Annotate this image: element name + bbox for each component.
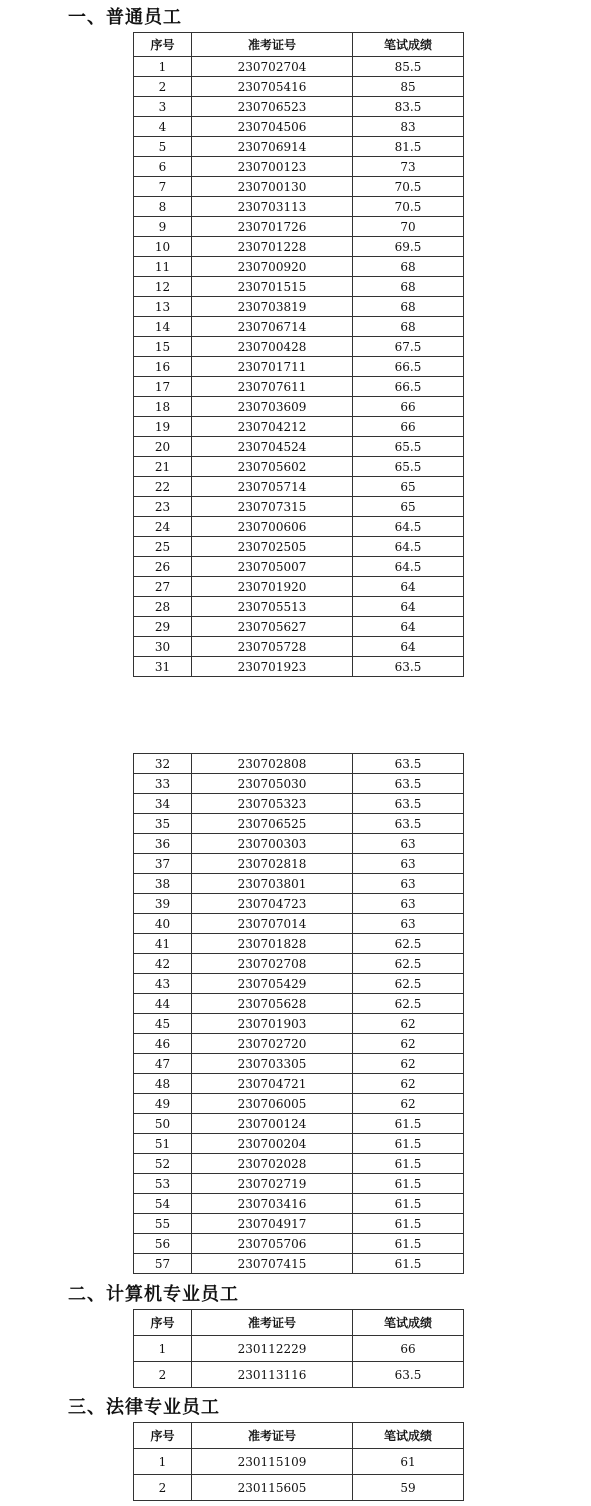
cell-exam-id: 230705706 xyxy=(192,1234,353,1254)
cell-score: 65.5 xyxy=(353,437,464,457)
score-table-law xyxy=(133,1422,464,1501)
cell-no: 49 xyxy=(134,1094,192,1114)
table-row xyxy=(134,257,464,277)
table-row xyxy=(134,994,464,1014)
cell-score: 81.5 xyxy=(353,137,464,157)
cell-no: 39 xyxy=(134,894,192,914)
cell-exam-id: 230700123 xyxy=(192,157,353,177)
cell-exam-id: 230706714 xyxy=(192,317,353,337)
table-row xyxy=(134,814,464,834)
table-row xyxy=(134,1449,464,1475)
cell-exam-id: 230703305 xyxy=(192,1054,353,1074)
table-row xyxy=(134,1362,464,1388)
cell-no: 53 xyxy=(134,1174,192,1194)
table-row xyxy=(134,637,464,657)
cell-exam-id: 230113116 xyxy=(192,1362,353,1388)
cell-score: 64 xyxy=(353,617,464,637)
cell-no: 2 xyxy=(134,77,192,97)
header-exam-id: 准考证号 xyxy=(192,1423,353,1449)
cell-score: 66 xyxy=(353,417,464,437)
cell-score: 64.5 xyxy=(353,557,464,577)
cell-exam-id: 230700920 xyxy=(192,257,353,277)
table-row xyxy=(134,1074,464,1094)
cell-no: 14 xyxy=(134,317,192,337)
table-row xyxy=(134,297,464,317)
cell-exam-id: 230700204 xyxy=(192,1134,353,1154)
table-row xyxy=(134,117,464,137)
cell-score: 63.5 xyxy=(353,754,464,774)
cell-score: 64 xyxy=(353,637,464,657)
cell-no: 1 xyxy=(134,57,192,77)
cell-exam-id: 230707315 xyxy=(192,497,353,517)
score-table-computer xyxy=(133,1309,464,1388)
table-row xyxy=(134,317,464,337)
table-row xyxy=(134,437,464,457)
cell-score: 62 xyxy=(353,1054,464,1074)
cell-no: 33 xyxy=(134,774,192,794)
table-row xyxy=(134,177,464,197)
cell-no: 20 xyxy=(134,437,192,457)
header-no: 序号 xyxy=(134,1423,192,1449)
cell-no: 42 xyxy=(134,954,192,974)
cell-exam-id: 230115109 xyxy=(192,1449,353,1475)
header-exam-id: 准考证号 xyxy=(192,1310,353,1336)
cell-exam-id: 230704524 xyxy=(192,437,353,457)
cell-exam-id: 230702719 xyxy=(192,1174,353,1194)
cell-score: 61.5 xyxy=(353,1194,464,1214)
table-row xyxy=(134,57,464,77)
cell-no: 2 xyxy=(134,1475,192,1501)
cell-exam-id: 230702818 xyxy=(192,854,353,874)
cell-no: 8 xyxy=(134,197,192,217)
header-score: 笔试成绩 xyxy=(353,1423,464,1449)
table-row xyxy=(134,954,464,974)
table-row xyxy=(134,794,464,814)
cell-no: 34 xyxy=(134,794,192,814)
cell-score: 65 xyxy=(353,477,464,497)
table-row xyxy=(134,1234,464,1254)
table-row xyxy=(134,517,464,537)
cell-exam-id: 230702720 xyxy=(192,1034,353,1054)
table-row xyxy=(134,457,464,477)
table-row xyxy=(134,914,464,934)
cell-exam-id: 230704917 xyxy=(192,1214,353,1234)
cell-score: 66.5 xyxy=(353,357,464,377)
cell-score: 66.5 xyxy=(353,377,464,397)
cell-score: 61.5 xyxy=(353,1254,464,1274)
cell-score: 63.5 xyxy=(353,774,464,794)
cell-no: 27 xyxy=(134,577,192,597)
score-table-general-part2 xyxy=(133,753,464,1274)
cell-score: 63 xyxy=(353,914,464,934)
cell-score: 63.5 xyxy=(353,794,464,814)
cell-no: 24 xyxy=(134,517,192,537)
cell-exam-id: 230702704 xyxy=(192,57,353,77)
table-row xyxy=(134,557,464,577)
cell-no: 40 xyxy=(134,914,192,934)
cell-no: 48 xyxy=(134,1074,192,1094)
cell-no: 52 xyxy=(134,1154,192,1174)
table-row xyxy=(134,774,464,794)
cell-no: 36 xyxy=(134,834,192,854)
cell-no: 17 xyxy=(134,377,192,397)
cell-exam-id: 230704721 xyxy=(192,1074,353,1094)
cell-no: 13 xyxy=(134,297,192,317)
cell-score: 69.5 xyxy=(353,237,464,257)
table-row xyxy=(134,1336,464,1362)
table-header-row xyxy=(134,33,464,57)
cell-exam-id: 230700303 xyxy=(192,834,353,854)
cell-exam-id: 230704212 xyxy=(192,417,353,437)
cell-score: 63.5 xyxy=(353,657,464,677)
cell-no: 50 xyxy=(134,1114,192,1134)
cell-score: 73 xyxy=(353,157,464,177)
header-score: 笔试成绩 xyxy=(353,1310,464,1336)
cell-no: 11 xyxy=(134,257,192,277)
table-row xyxy=(134,1254,464,1274)
table-row xyxy=(134,1054,464,1074)
cell-exam-id: 230701711 xyxy=(192,357,353,377)
cell-no: 44 xyxy=(134,994,192,1014)
cell-exam-id: 230702028 xyxy=(192,1154,353,1174)
cell-score: 83 xyxy=(353,117,464,137)
cell-exam-id: 230705416 xyxy=(192,77,353,97)
cell-score: 66 xyxy=(353,1336,464,1362)
cell-exam-id: 230701923 xyxy=(192,657,353,677)
cell-exam-id: 230115605 xyxy=(192,1475,353,1501)
cell-no: 18 xyxy=(134,397,192,417)
cell-score: 70.5 xyxy=(353,197,464,217)
cell-exam-id: 230704506 xyxy=(192,117,353,137)
cell-exam-id: 230703609 xyxy=(192,397,353,417)
cell-exam-id: 230706523 xyxy=(192,97,353,117)
header-no: 序号 xyxy=(134,33,192,57)
cell-no: 47 xyxy=(134,1054,192,1074)
cell-no: 56 xyxy=(134,1234,192,1254)
cell-exam-id: 230705030 xyxy=(192,774,353,794)
cell-exam-id: 230705007 xyxy=(192,557,353,577)
cell-no: 12 xyxy=(134,277,192,297)
cell-score: 63 xyxy=(353,854,464,874)
cell-score: 61.5 xyxy=(353,1134,464,1154)
section-title-law-staff: 三、法律专业员工 xyxy=(68,1397,220,1418)
table-header-row xyxy=(134,1423,464,1449)
cell-no: 37 xyxy=(134,854,192,874)
table-row xyxy=(134,77,464,97)
cell-exam-id: 230703416 xyxy=(192,1194,353,1214)
cell-score: 61.5 xyxy=(353,1154,464,1174)
cell-no: 23 xyxy=(134,497,192,517)
table-row xyxy=(134,577,464,597)
cell-exam-id: 230703801 xyxy=(192,874,353,894)
table-row xyxy=(134,834,464,854)
cell-no: 45 xyxy=(134,1014,192,1034)
table-row xyxy=(134,217,464,237)
cell-exam-id: 230707415 xyxy=(192,1254,353,1274)
cell-no: 30 xyxy=(134,637,192,657)
cell-no: 15 xyxy=(134,337,192,357)
table-row xyxy=(134,237,464,257)
cell-score: 59 xyxy=(353,1475,464,1501)
cell-score: 85 xyxy=(353,77,464,97)
cell-exam-id: 230706005 xyxy=(192,1094,353,1114)
cell-no: 26 xyxy=(134,557,192,577)
cell-score: 64 xyxy=(353,597,464,617)
cell-exam-id: 230703113 xyxy=(192,197,353,217)
cell-exam-id: 230706525 xyxy=(192,814,353,834)
cell-exam-id: 230705728 xyxy=(192,637,353,657)
table-row xyxy=(134,397,464,417)
cell-no: 9 xyxy=(134,217,192,237)
cell-no: 43 xyxy=(134,974,192,994)
cell-exam-id: 230702505 xyxy=(192,537,353,557)
table-row xyxy=(134,1174,464,1194)
cell-no: 55 xyxy=(134,1214,192,1234)
cell-exam-id: 230707014 xyxy=(192,914,353,934)
table-row xyxy=(134,754,464,774)
cell-no: 46 xyxy=(134,1034,192,1054)
table-row xyxy=(134,157,464,177)
table-row xyxy=(134,1214,464,1234)
table-row xyxy=(134,1094,464,1114)
table-row xyxy=(134,1034,464,1054)
table-row xyxy=(134,597,464,617)
cell-no: 2 xyxy=(134,1362,192,1388)
header-no: 序号 xyxy=(134,1310,192,1336)
cell-score: 64.5 xyxy=(353,517,464,537)
cell-exam-id: 230700124 xyxy=(192,1114,353,1134)
table-row xyxy=(134,277,464,297)
cell-exam-id: 230705602 xyxy=(192,457,353,477)
cell-no: 5 xyxy=(134,137,192,157)
cell-no: 22 xyxy=(134,477,192,497)
cell-score: 62.5 xyxy=(353,974,464,994)
cell-no: 31 xyxy=(134,657,192,677)
cell-no: 41 xyxy=(134,934,192,954)
cell-exam-id: 230701903 xyxy=(192,1014,353,1034)
cell-exam-id: 230704723 xyxy=(192,894,353,914)
cell-no: 1 xyxy=(134,1336,192,1362)
cell-score: 61.5 xyxy=(353,1234,464,1254)
cell-no: 57 xyxy=(134,1254,192,1274)
table-row xyxy=(134,974,464,994)
cell-score: 61.5 xyxy=(353,1214,464,1234)
cell-no: 7 xyxy=(134,177,192,197)
cell-score: 61.5 xyxy=(353,1174,464,1194)
table-row xyxy=(134,1014,464,1034)
header-exam-id: 准考证号 xyxy=(192,33,353,57)
cell-exam-id: 230705627 xyxy=(192,617,353,637)
cell-no: 10 xyxy=(134,237,192,257)
table-row xyxy=(134,497,464,517)
cell-no: 4 xyxy=(134,117,192,137)
cell-score: 68 xyxy=(353,317,464,337)
cell-score: 85.5 xyxy=(353,57,464,77)
cell-exam-id: 230701228 xyxy=(192,237,353,257)
table-row xyxy=(134,1134,464,1154)
cell-score: 62.5 xyxy=(353,994,464,1014)
table-row xyxy=(134,657,464,677)
cell-score: 67.5 xyxy=(353,337,464,357)
table-row xyxy=(134,417,464,437)
cell-exam-id: 230705714 xyxy=(192,477,353,497)
table-row xyxy=(134,1194,464,1214)
cell-exam-id: 230705628 xyxy=(192,994,353,1014)
table-row xyxy=(134,137,464,157)
cell-score: 65.5 xyxy=(353,457,464,477)
cell-no: 38 xyxy=(134,874,192,894)
cell-exam-id: 230701828 xyxy=(192,934,353,954)
cell-no: 6 xyxy=(134,157,192,177)
cell-exam-id: 230705513 xyxy=(192,597,353,617)
cell-score: 63.5 xyxy=(353,1362,464,1388)
table-row xyxy=(134,197,464,217)
cell-score: 68 xyxy=(353,257,464,277)
cell-exam-id: 230701920 xyxy=(192,577,353,597)
cell-no: 25 xyxy=(134,537,192,557)
header-score: 笔试成绩 xyxy=(353,33,464,57)
cell-exam-id: 230706914 xyxy=(192,137,353,157)
cell-exam-id: 230702708 xyxy=(192,954,353,974)
cell-no: 35 xyxy=(134,814,192,834)
cell-exam-id: 230701726 xyxy=(192,217,353,237)
cell-score: 63 xyxy=(353,874,464,894)
cell-exam-id: 230700428 xyxy=(192,337,353,357)
table-row xyxy=(134,1154,464,1174)
table-row xyxy=(134,337,464,357)
cell-exam-id: 230700130 xyxy=(192,177,353,197)
cell-score: 61.5 xyxy=(353,1114,464,1134)
cell-score: 70 xyxy=(353,217,464,237)
cell-score: 62 xyxy=(353,1094,464,1114)
cell-score: 68 xyxy=(353,277,464,297)
table-row xyxy=(134,357,464,377)
cell-score: 62 xyxy=(353,1034,464,1054)
cell-no: 1 xyxy=(134,1449,192,1475)
cell-score: 61 xyxy=(353,1449,464,1475)
cell-score: 66 xyxy=(353,397,464,417)
table-row xyxy=(134,537,464,557)
table-row xyxy=(134,854,464,874)
cell-score: 63 xyxy=(353,894,464,914)
cell-score: 65 xyxy=(353,497,464,517)
cell-no: 51 xyxy=(134,1134,192,1154)
table-row xyxy=(134,477,464,497)
cell-no: 54 xyxy=(134,1194,192,1214)
cell-no: 3 xyxy=(134,97,192,117)
cell-score: 68 xyxy=(353,297,464,317)
cell-score: 62 xyxy=(353,1014,464,1034)
table-row xyxy=(134,1114,464,1134)
table-row xyxy=(134,934,464,954)
cell-no: 28 xyxy=(134,597,192,617)
cell-exam-id: 230112229 xyxy=(192,1336,353,1362)
cell-exam-id: 230707611 xyxy=(192,377,353,397)
cell-score: 70.5 xyxy=(353,177,464,197)
cell-no: 19 xyxy=(134,417,192,437)
table-row xyxy=(134,894,464,914)
table-header-row xyxy=(134,1310,464,1336)
table-row xyxy=(134,874,464,894)
cell-no: 29 xyxy=(134,617,192,637)
table-row xyxy=(134,377,464,397)
cell-exam-id: 230702808 xyxy=(192,754,353,774)
cell-score: 64 xyxy=(353,577,464,597)
cell-score: 63.5 xyxy=(353,814,464,834)
cell-score: 63 xyxy=(353,834,464,854)
table-row xyxy=(134,617,464,637)
cell-no: 32 xyxy=(134,754,192,774)
cell-exam-id: 230701515 xyxy=(192,277,353,297)
score-table-general-part1 xyxy=(133,32,464,677)
cell-score: 62.5 xyxy=(353,934,464,954)
table-row xyxy=(134,1475,464,1501)
section-title-general-staff: 一、普通员工 xyxy=(68,7,182,28)
cell-exam-id: 230700606 xyxy=(192,517,353,537)
cell-score: 83.5 xyxy=(353,97,464,117)
cell-exam-id: 230705323 xyxy=(192,794,353,814)
cell-score: 64.5 xyxy=(353,537,464,557)
table-row xyxy=(134,97,464,117)
cell-no: 21 xyxy=(134,457,192,477)
cell-no: 16 xyxy=(134,357,192,377)
cell-exam-id: 230703819 xyxy=(192,297,353,317)
cell-score: 62 xyxy=(353,1074,464,1094)
cell-exam-id: 230705429 xyxy=(192,974,353,994)
cell-score: 62.5 xyxy=(353,954,464,974)
section-title-computer-staff: 二、计算机专业员工 xyxy=(68,1284,239,1305)
